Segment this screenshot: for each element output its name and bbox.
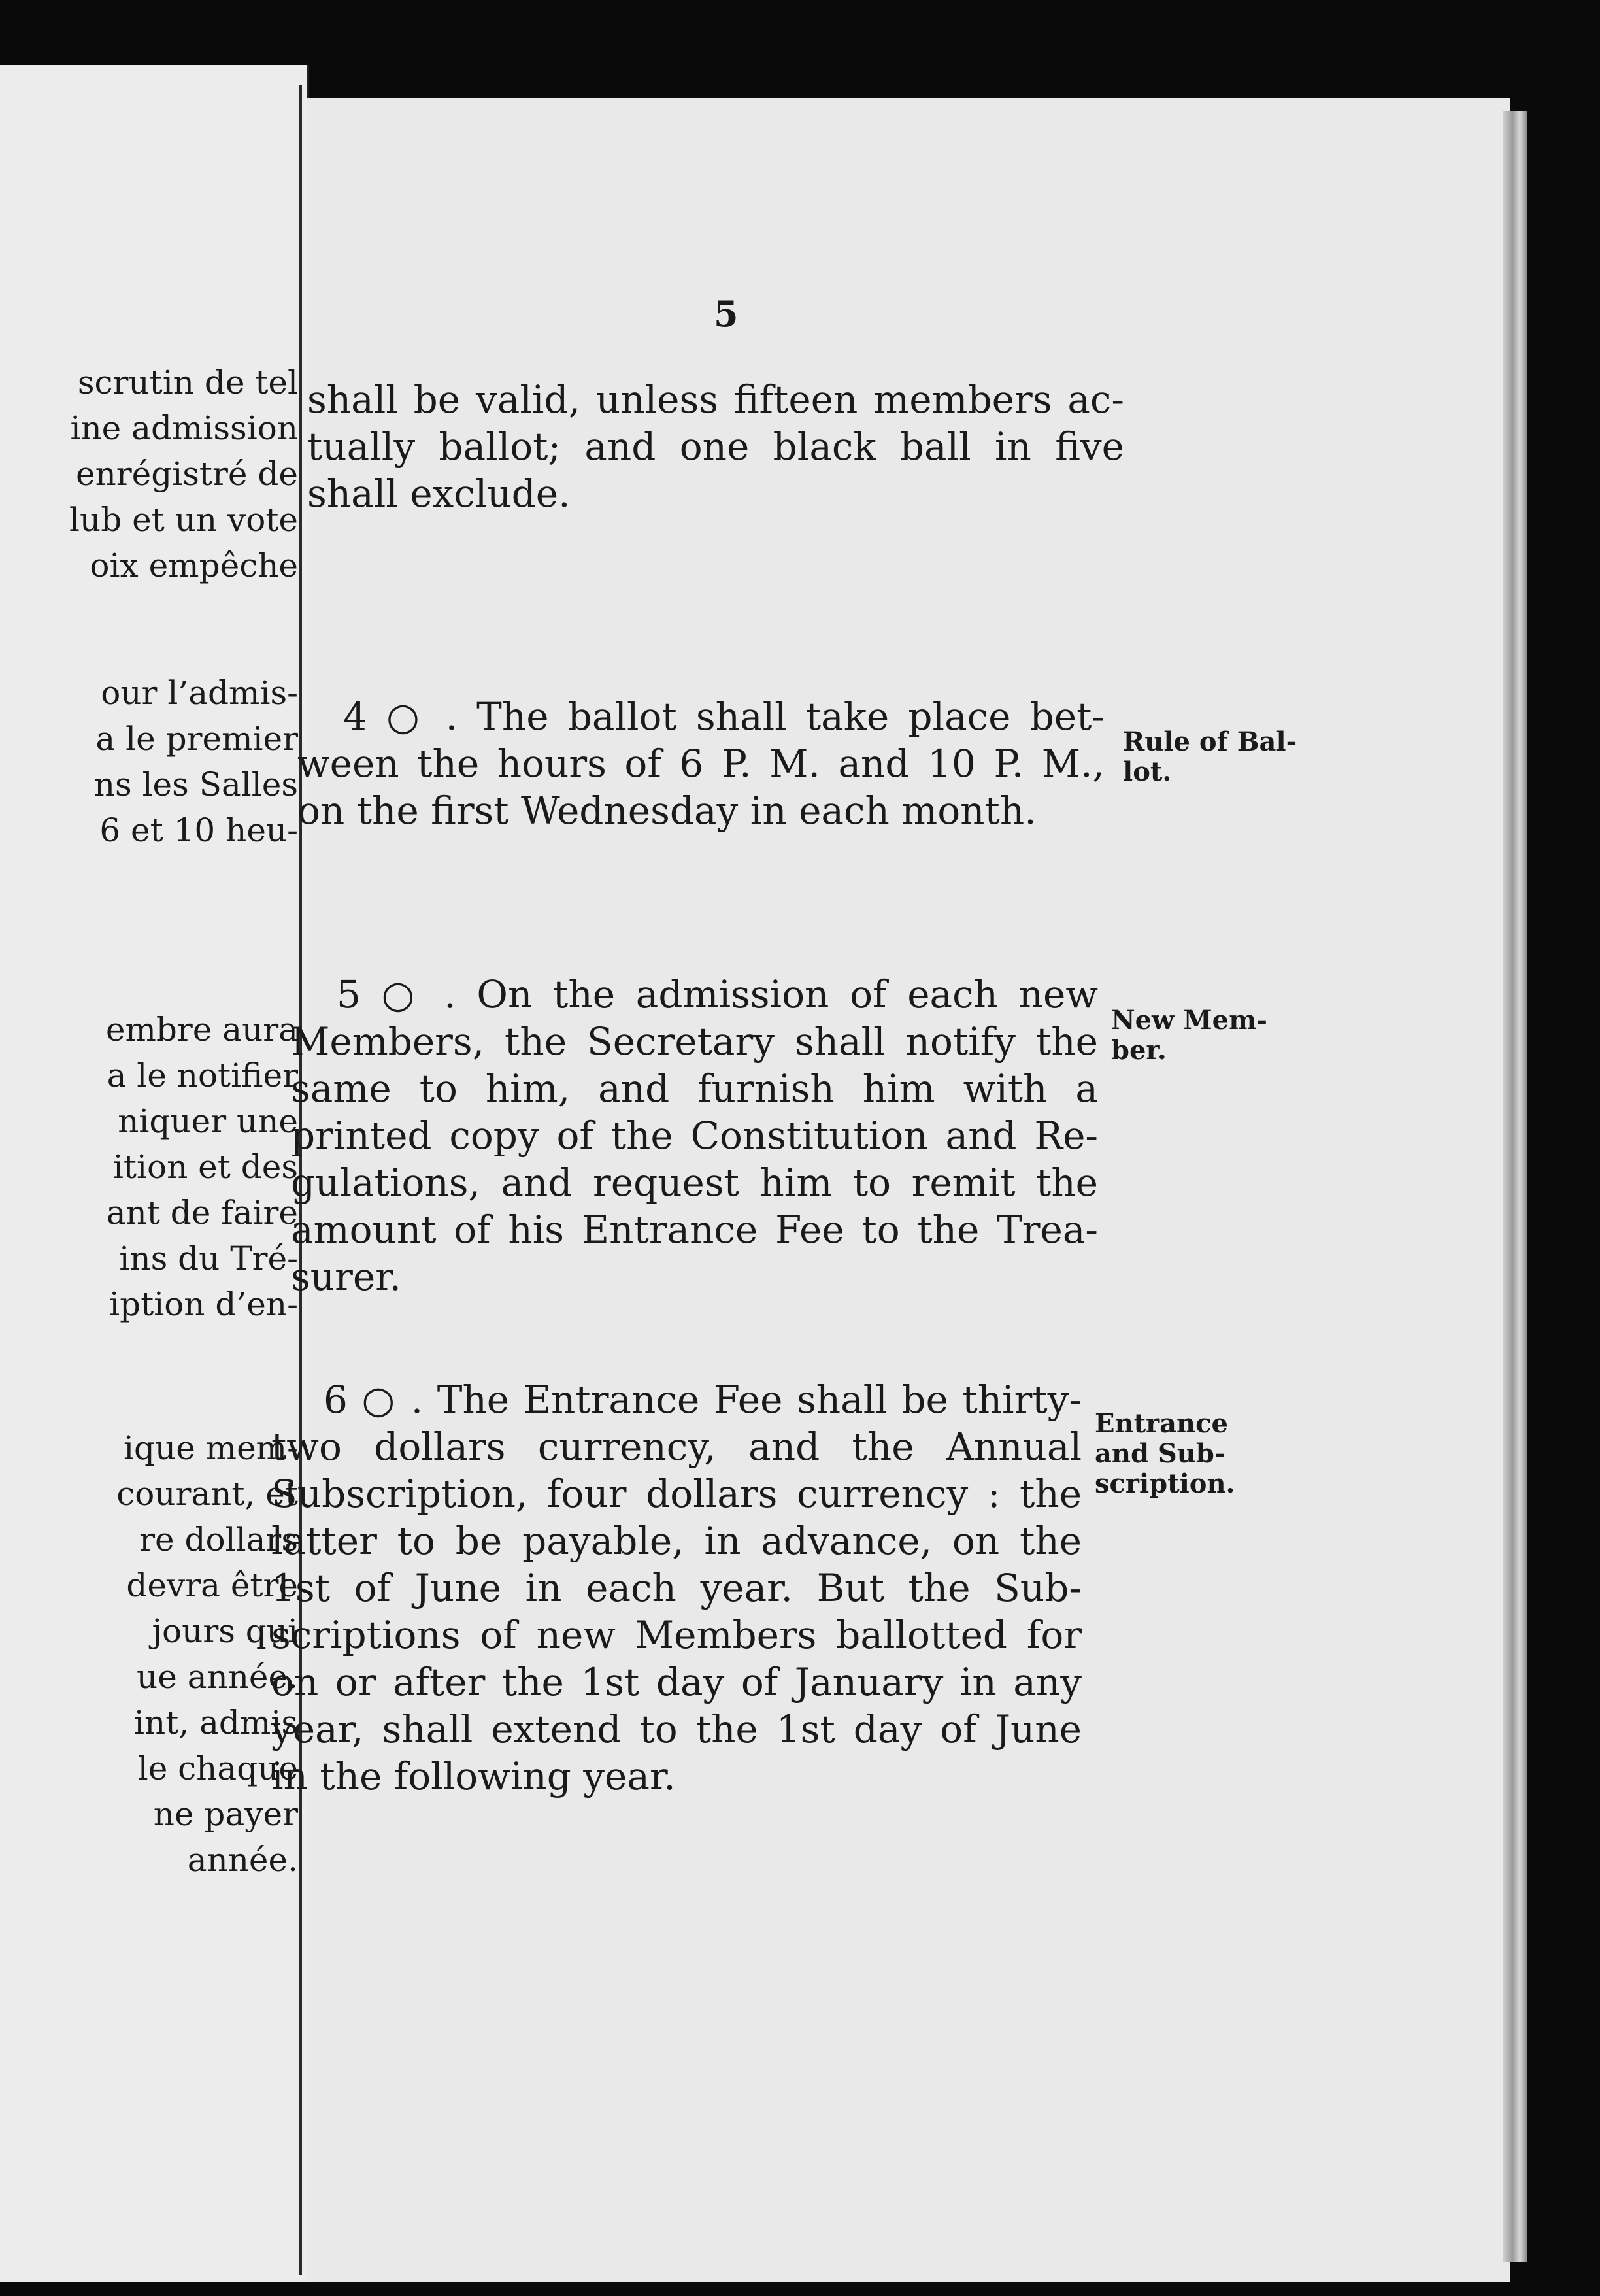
left-text-line: année. (187, 1841, 298, 1879)
text-line: Subscription, four dollars currency : the (271, 1472, 1082, 1516)
left-text-line: a le premier (95, 720, 298, 758)
left-text-line: 6 et 10 heu- (99, 811, 298, 849)
text-line: same to him, and furnish him with a (291, 1066, 1098, 1111)
text-line: tually ballot; and one black ball in five (307, 424, 1124, 469)
text-line: 4 ○ . The ballot shall take place bet- (343, 694, 1105, 739)
left-text-line: iption d’en- (109, 1285, 298, 1323)
margin-note-line: Rule of Bal- (1123, 726, 1297, 757)
left-text-line: ant de faire (106, 1194, 298, 1232)
left-text-line: devra être (126, 1566, 298, 1604)
margin-note-line: New Mem- (1111, 1005, 1268, 1036)
margin-note-line: ber. (1111, 1035, 1167, 1066)
text-line: gulations, and request him to remit the (291, 1160, 1098, 1205)
left-text-line: a le notifier (107, 1056, 298, 1094)
left-page-fragment-1 (0, 360, 298, 588)
margin-note-entrance (1095, 1409, 1235, 1499)
text-line: printed copy of the Constitution and Re- (291, 1113, 1098, 1158)
paragraph-6 (271, 1376, 1082, 1800)
text-line: Members, the Secretary shall notify the (291, 1019, 1098, 1064)
paragraph-3-continuation (307, 376, 1124, 517)
text-line: shall be valid, unless fifteen members ac- (307, 377, 1124, 422)
text-line: surer. (291, 1255, 401, 1299)
text-line: year, shall extend to the 1st day of June (271, 1707, 1082, 1751)
left-text-line: oix empêche (90, 547, 298, 584)
margin-note-line: scription. (1095, 1468, 1235, 1499)
margin-note-rule-of-ballot (1123, 727, 1297, 787)
text-line: scriptions of new Members ballotted for (271, 1613, 1082, 1657)
text-line: amount of his Entrance Fee to the Trea- (291, 1207, 1098, 1252)
page-edge (1503, 111, 1527, 2262)
left-text-line: ue année. (137, 1658, 298, 1696)
page-number: 5 (714, 293, 739, 335)
left-text-line: courant, et (116, 1475, 298, 1513)
text-line: 1st of June in each year. But the Sub- (271, 1566, 1082, 1610)
text-line: ween the hours of 6 P. M. and 10 P. M., (297, 741, 1105, 786)
left-text-line: ique mem- (124, 1429, 298, 1467)
left-text-line: enrégistré de (75, 455, 298, 493)
text-line: 5 ○ . On the admission of each new (337, 972, 1098, 1017)
margin-note-line: Entrance (1095, 1408, 1228, 1439)
text-line: in the following year. (271, 1754, 676, 1798)
left-text-line: le chaque (137, 1749, 298, 1787)
text-line: on the first Wednesday in each month. (297, 788, 1037, 833)
text-line: shall exclude. (307, 471, 571, 516)
left-text-line: ne payer (153, 1795, 298, 1833)
left-text-line: niquer une (118, 1102, 298, 1140)
left-page-fragment-4 (0, 1425, 298, 1883)
left-page (0, 65, 309, 2282)
left-page-fragment-3 (0, 1007, 298, 1327)
left-text-line: ins du Tré- (119, 1240, 298, 1277)
margin-note-line: lot. (1123, 756, 1172, 787)
left-text-line: embre aura (105, 1011, 298, 1049)
left-text-line: our l’admis- (101, 674, 298, 712)
text-line: latter to be payable, in advance, on the (271, 1519, 1082, 1563)
left-text-line: ine admission (70, 409, 298, 447)
left-text-line: jours qui (152, 1612, 298, 1650)
text-line: on or after the 1st day of January in any (271, 1660, 1082, 1704)
text-line: 6 ○ . The Entrance Fee shall be thirty- (324, 1377, 1082, 1422)
left-text-line: ition et des (112, 1148, 298, 1186)
left-text-line: ns les Salles (93, 766, 298, 803)
margin-note-line: and Sub- (1095, 1438, 1225, 1469)
margin-note-new-member (1111, 1005, 1267, 1066)
left-text-line: scrutin de tel (77, 363, 298, 401)
left-text-line: re dollars (139, 1521, 298, 1559)
paragraph-5 (291, 971, 1098, 1300)
paragraph-4 (297, 693, 1105, 834)
left-page-fragment-2 (0, 670, 298, 853)
left-text-line: int, admis (134, 1704, 298, 1742)
left-text-line: lub et un vote (69, 501, 298, 539)
text-line: two dollars currency, and the Annual (271, 1425, 1082, 1469)
